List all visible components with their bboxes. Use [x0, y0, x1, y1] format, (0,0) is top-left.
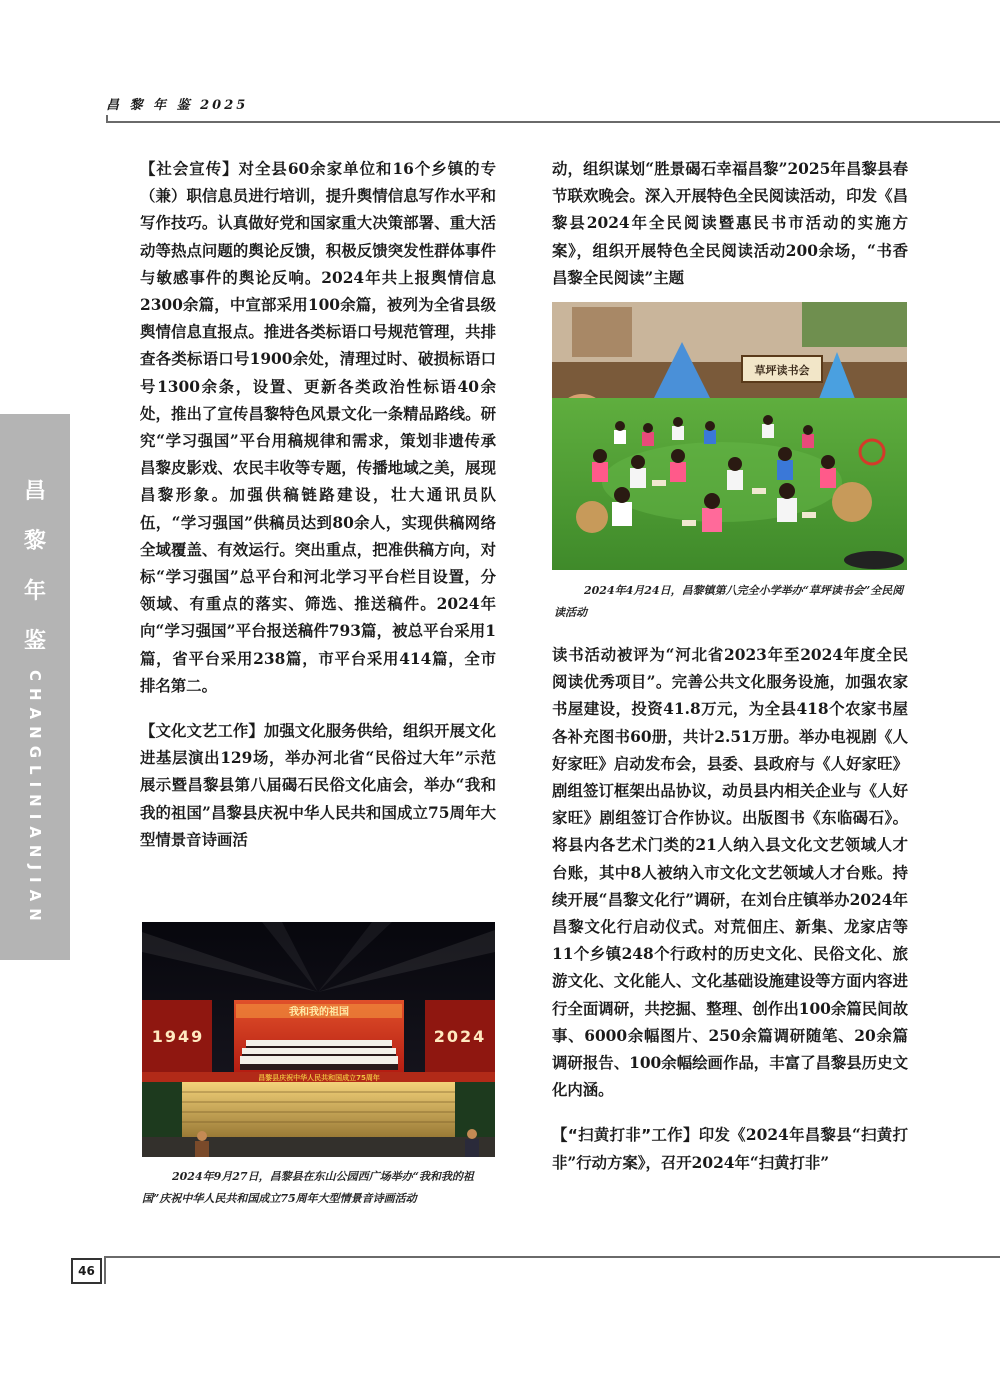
side-tab-char: 年 — [23, 578, 46, 604]
side-tab-latin: CHANGLINIANJIAN — [26, 670, 44, 928]
paragraph-anti-pornography — [552, 1122, 908, 1176]
section-lead: 【“扫黄打非”工作】 — [552, 1126, 699, 1145]
section-text: 对全县60余家单位和16个乡镇的专（兼）职信息员进行培训，提升舆情信息写作水平和写作技巧。认真做好党和国家重大决策部署、重大活动等热点问题的舆论反馈，积极反馈突发性群体事件与敏感事件的舆论反响。2024年共上报舆情信息2300余篇，中宣部采用100余篇，被列为全省县级舆情信息直报点。推进各类标语口号规范管理，共排查各类标语口号1900余处，清理过时、破损标语口号1300余条，设置、更新各类政治性标语40余处，推出了宣传昌黎特色风景文化一条精品路线。研究“学习强国”平台用稿规律和需求，策划非遗传承昌黎皮影戏、农民丰收等专题，传播地域之美，展现昌黎形象。加强供稿链路建设，壮大通讯员队伍，“学习强国”供稿员达到80余人，实现供稿网络全域覆盖、有效运行。突出重点，把准供稿方向，对标“学习强国”总平台和河北学习平台栏目设置，分领域、有重点的落实、筛选、推送稿件。2024年向“学习强国”平台报送稿件793篇，被总平台采用1篇，省平台采用238篇，市平台采用414篇，全市排名第二。 — [140, 160, 496, 695]
paragraph-social-publicity — [140, 156, 496, 700]
reading-sign: 草坪读书会 — [754, 364, 810, 377]
concert-photo-caption: 2024年9月27日，昌黎县在东山公园西广场举办“我和我的祖国”庆祝中华人民共和国成立75周年大型情景音诗画活动 — [142, 1170, 474, 1205]
left-column — [140, 156, 496, 854]
paragraph-reading-continued: 读书活动被评为“河北省2023年至2024年度全民阅读优秀项目”。完善公共文化服务设施，加强农家书屋建设，投资41.8万元，为全县418个农家书屋各补充图书60册，共计2.51万册。举办电视剧《人好家旺》启动发布会，县委、县政府与《人好家旺》剧组签订框架出品协议，动员县内相关企业与《人好家旺》剧组签订合作协议。出版图书《东临碣石》。将县内各艺术门类的21人纳入县文化文艺领域人才台账，其中8人被纳入市文化文艺领域人才台账。持续开展“昌黎文化行”调研，在刘台庄镇举办2024年昌黎文化行启动仪式。对荒佃庄、新集、龙家店等11个乡镇248个行政村的历史文化、民俗文化、旅游文化、文化能人、文化基础设施建设等方面内容进行全面调研，共挖掘、整理、创作出100余篇民间故事、6000余幅图片、250余篇调研随笔、20余篇调研报告、100余幅绘画作品，丰富了昌黎县历史文化内涵。 — [552, 646, 908, 1100]
right-column-bottom — [552, 642, 908, 1177]
stage-title: 我和我的祖国 — [289, 1007, 349, 1018]
concert-photo-image — [142, 922, 495, 1157]
side-tab-char: 鉴 — [23, 628, 46, 654]
paragraph-culture-arts — [140, 718, 496, 854]
header-tick — [106, 115, 108, 123]
reading-photo — [552, 302, 907, 570]
reading-photo-image — [552, 302, 907, 570]
section-text: 印发《2024年昌黎县“扫黄打非”行动方案》，召开2024年“扫黄打非” — [552, 1126, 908, 1172]
concert-photo — [142, 922, 495, 1157]
side-tab-char: 昌 — [23, 478, 46, 504]
reading-photo-caption: 2024年4月24日，昌黎镇第八完全小学举办“草坪读书会”全民阅读活动 — [554, 584, 904, 619]
section-text: 加强文化服务供给，组织开展文化进基层演出129场，举办河北省“民俗过大年”示范展示暨昌黎县第八届碣石民俗文化庙会，举办“我和我的祖国”昌黎县庆祝中华人民共和国成立75周年大型情景音诗画活 — [140, 722, 496, 849]
running-header: 昌 黎 年 鉴 2025 — [106, 98, 249, 113]
section-lead: 【文化文艺工作】 — [140, 722, 264, 741]
section-lead: 【社会宣传】 — [140, 160, 239, 178]
paragraph-reading-activities: 动，组织谋划“胜景碣石幸福昌黎”2025年昌黎县春节联欢晚会。深入开展特色全民阅读活动，印发《昌黎县2024年全民阅读暨惠民书市活动的实施方案》，组织开展特色全民阅读活动200余场，“书香昌黎全民阅读”主题 — [552, 160, 908, 287]
page-number: 46 — [71, 1258, 102, 1284]
year-right: 2024 — [433, 1027, 487, 1046]
stage-banner: 昌黎县庆祝中华人民共和国成立75周年 — [258, 1074, 380, 1082]
footer-rule — [104, 1256, 1000, 1258]
side-tab-char: 黎 — [23, 528, 46, 554]
footer-tick — [104, 1256, 106, 1284]
header-rule — [106, 121, 1000, 123]
year-left: 1949 — [151, 1027, 205, 1046]
right-column-top — [552, 156, 908, 292]
side-tab — [0, 414, 70, 960]
